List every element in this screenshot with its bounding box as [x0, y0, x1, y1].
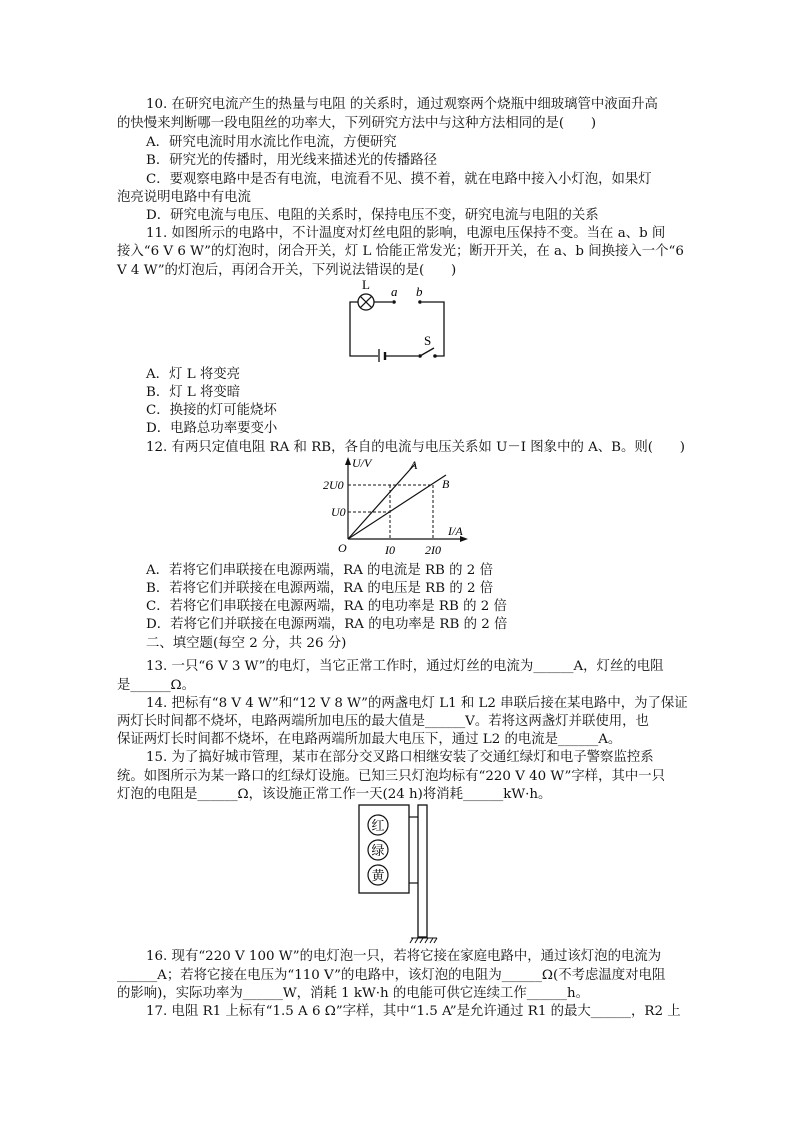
tick-i0: I0	[385, 543, 395, 557]
q15-line1: 15. 为了搞好城市管理，某市在部分交叉路口相继安装了交通红绿灯和电子警察监控系	[146, 750, 654, 765]
q11-stem-line3: V 4 W”的灯泡后，再闭合开关，下列说法错误的是( )	[117, 263, 457, 278]
q14-line1: 14. 把标有“8 V 4 W”和“12 V 8 W”的两盏电灯 L1 和 L2 串联后接在某电路中，为了保证	[146, 696, 688, 711]
q11-option-a: A．灯 L 将变亮	[146, 367, 241, 382]
q12-option-b: B．若将它们并联接在电源两端，RA 的电压是 RB 的 2 倍	[146, 581, 494, 596]
q16-line2: ______A；若将它接在电压为“110 V”的电路中，该灯泡的电阻为______Ω(不考虑温度对电阻	[117, 968, 666, 983]
q15-line3: 灯泡的电阻是______Ω，该设施正常工作一天(24 h)将消耗______kW·h。	[117, 787, 552, 802]
origin-label: O	[338, 541, 347, 555]
q16-line1: 16. 现有“220 V 100 W”的电灯泡一只，若将它接在家庭电路中，通过该灯泡的电流为	[146, 949, 662, 964]
red-label: 红	[371, 818, 385, 833]
line-b-label: B	[442, 477, 450, 491]
traffic-light-figure	[355, 803, 455, 948]
q10-option-b: B．研究光的传播时，用光线来描述光的传播路径	[146, 153, 438, 168]
switch-label: S	[424, 333, 432, 348]
yellow-label: 黄	[371, 868, 385, 883]
section-heading: 二、填空题(每空 2 分，共 26 分)	[146, 636, 347, 651]
q11-option-c: C．换接的灯可能烧坏	[146, 403, 277, 418]
q12-option-a: A．若将它们串联接在电源两端，RA 的电流是 RB 的 2 倍	[146, 563, 493, 578]
green-label: 绿	[371, 843, 385, 858]
tick-u0: U0	[331, 505, 346, 519]
q10-stem-line2: 的快慢来判断哪一段电阻丝的功率大，下列研究方法中与这种方法相同的是( )	[117, 116, 597, 131]
q16-line3: 的影响)，实际功率为______W，消耗 1 kW·h 的电能可供它连续工作______h。	[117, 986, 589, 1001]
line-a-label: A	[410, 458, 418, 472]
terminal-a-label: a	[391, 284, 398, 299]
q11-option-b: B．灯 L 将变暗	[146, 385, 241, 400]
q10-option-c: C．要观察电路中是否有电流，电流看不见、摸不着，就在电路中接入小灯泡，如果灯	[146, 172, 652, 187]
y-axis-label: U/V	[352, 456, 372, 470]
pole	[418, 805, 427, 937]
lamp-symbol	[358, 294, 374, 310]
q12-option-c: C．若将它们串联接在电源两端，RA 的电功率是 RB 的 2 倍	[146, 599, 507, 614]
q15-line2: 统。如图所示为某一路口的红绿灯设施。已知三只灯泡均标有“220 V 40 W”字样，其中一只	[117, 769, 666, 784]
tick-2u0: 2U0	[323, 478, 344, 492]
ground-hatch	[410, 938, 437, 943]
x-axis-label: I/A	[448, 524, 463, 538]
q12-option-d: D．若将它们并联接在电源两端，RA 的电功率是 RB 的 2 倍	[146, 617, 508, 632]
q14-line2: 两灯长时间都不烧坏，电路两端所加电压的最大值是______V。若将这两盏灯并联使用，也	[117, 714, 649, 729]
q11-stem-line1: 11. 如图所示的电路中，不计温度对灯丝电阻的影响，电源电压保持不变。当在 a、b 间	[146, 226, 666, 241]
lamp-label: L	[362, 277, 370, 292]
terminal-a	[392, 300, 396, 304]
q10-option-a: A．研究电流时用水流比作电流，方便研究	[146, 135, 397, 150]
q10-stem-line1: 10. 在研究电流产生的热量与电阻 的关系时，通过观察两个烧瓶中细玻璃管中液面升高	[146, 97, 658, 112]
battery-symbol	[379, 349, 385, 362]
circuit-diagram	[340, 276, 450, 362]
q13-line2: 是______Ω。	[117, 678, 196, 693]
tick-2i0: 2I0	[425, 543, 441, 557]
q11-option-d: D．电路总功率要变小	[146, 421, 278, 436]
y-axis-arrow	[345, 457, 351, 465]
terminal-b-label: b	[416, 284, 423, 299]
q13-line1: 13. 一只“6 V 3 W”的电灯，当它正常工作时，通过灯丝的电流为______A，灯丝的电阻	[146, 659, 664, 674]
u-i-graph	[318, 455, 478, 560]
q10-option-d: D．研究电流与电压、电阻的关系时，保持电压不变，研究电流与电阻的关系	[146, 208, 599, 223]
q12-stem: 12. 有两只定值电阻 RA 和 RB，各自的电流与电压关系如 U－I 图象中的 A、B。则( )	[146, 440, 686, 455]
q14-line3: 保证两灯长时间都不烧坏，在电路两端所加最大电压下，通过 L2 的电流是______A。	[117, 732, 622, 747]
switch-symbol	[418, 348, 437, 358]
q10-option-c-cont: 泡亮说明电路中有电流	[117, 190, 251, 205]
q17-line1: 17. 电阻 R1 上标有“1.5 A 6 Ω”字样，其中“1.5 A”是允许通过 R1 的最大______，R2 上	[146, 1004, 681, 1019]
terminal-b	[418, 300, 422, 304]
q11-stem-line2: 接入“6 V 6 W”的灯泡时，闭合开关，灯 L 恰能正常发光；断开开关，在 a、b 间换接入一个“6	[117, 244, 684, 259]
